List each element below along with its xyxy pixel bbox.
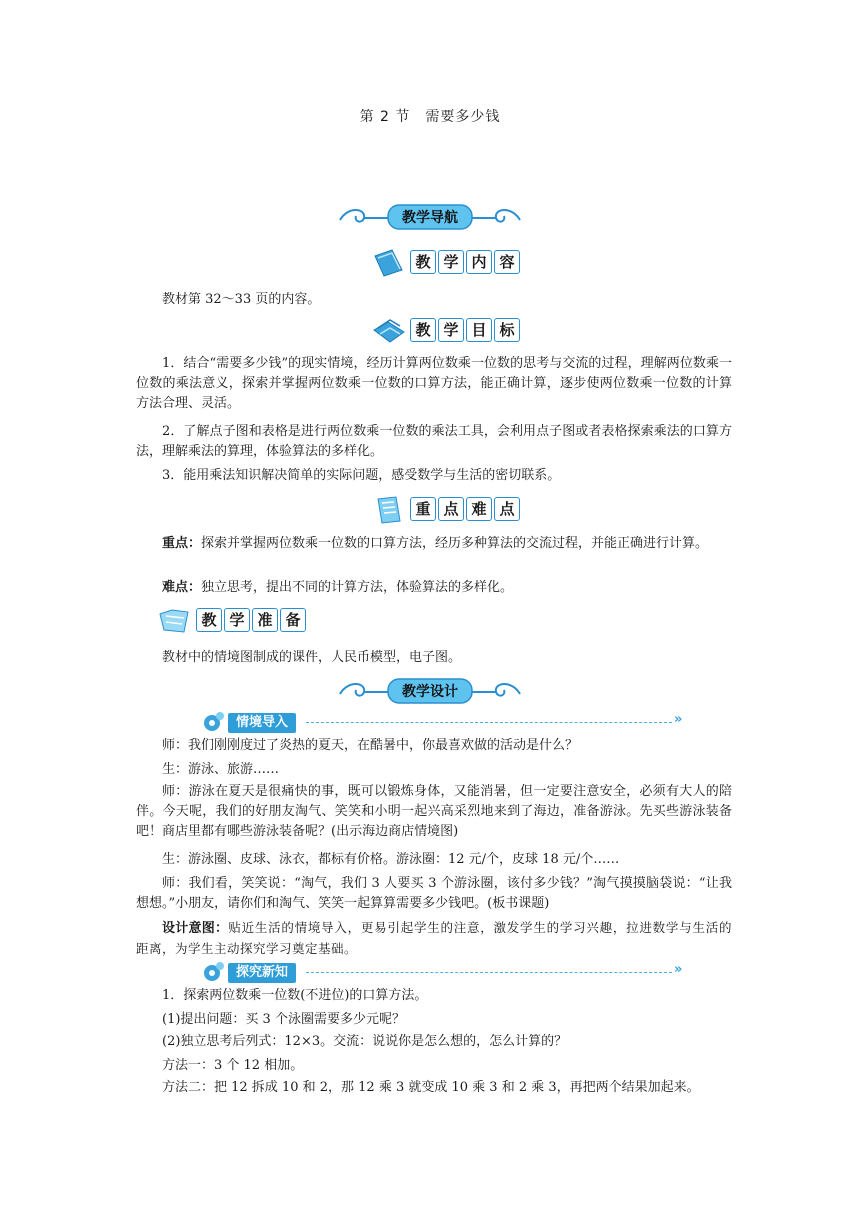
design-intent xyxy=(136,918,732,960)
heading-char: 准 xyxy=(252,608,278,632)
heading-char: 教 xyxy=(196,608,222,632)
key-focus xyxy=(136,534,732,554)
double-arrow-icon: » xyxy=(674,712,683,727)
goal-item: 2．了解点子图和表格是进行两位数乘一位数的乘法工具，会利用点子图或者表格探索乘法的口算方法，理解乘法的算理，体验算法的多样化。 xyxy=(136,424,732,459)
heading-char: 内 xyxy=(466,250,492,274)
heading-char: 学 xyxy=(224,608,250,632)
notebook-icon xyxy=(372,495,406,525)
focus-text: 探索并掌握两位数乘一位数的口算方法，经历多种算法的交流过程，并能正确进行计算。 xyxy=(201,536,709,551)
double-arrow-icon: » xyxy=(674,962,683,977)
heading-char: 备 xyxy=(280,608,306,632)
section-bar-explore xyxy=(200,962,700,984)
heading-char: 学 xyxy=(438,250,464,274)
section-bar-intro xyxy=(200,712,700,734)
explore-line: 方法二：把 12 拆成 10 和 2，那 12 乘 3 就变成 10 乘 3 和 2 乘 3，再把两个结果加起来。 xyxy=(162,1080,700,1095)
heading-char: 重 xyxy=(410,497,436,521)
heading-char: 学 xyxy=(438,318,464,342)
dashed-line xyxy=(306,972,672,973)
difficulty-text: 独立思考，提出不同的计算方法，体验算法的多样化。 xyxy=(201,580,514,595)
design-intent-label: 设计意图： xyxy=(162,921,229,936)
banner-label: 教学导航 xyxy=(402,210,458,226)
heading-char: 目 xyxy=(466,318,492,342)
heading-char: 点 xyxy=(494,497,520,521)
folder-icon xyxy=(158,606,192,636)
section-label: 探究新知 xyxy=(228,963,296,983)
heading-char: 教 xyxy=(410,250,436,274)
banner-teaching-design xyxy=(336,676,524,706)
content-text: 教材第 32～33 页的内容。 xyxy=(162,292,321,307)
explore-line: 方法一：3 个 12 相加。 xyxy=(162,1058,304,1073)
design-intent-text: 贴近生活的情境导入，更易引起学生的注意，激发学生的学习兴趣，拉进数学与生活的距离，为学生主动探究学习奠定基础。 xyxy=(136,920,732,956)
book-icon xyxy=(372,248,406,278)
explore-line: (1)提出问题：买 3 个泳圈需要多少元呢？ xyxy=(162,1012,405,1027)
focus-label: 重点： xyxy=(162,536,202,551)
dialogue-line: 生：游泳、旅游…… xyxy=(162,762,280,777)
difficulty-label: 难点： xyxy=(162,580,202,595)
banner-label: 教学设计 xyxy=(402,684,458,700)
prep-text: 教材中的情境图制成的课件，人民币模型，电子图。 xyxy=(162,650,462,665)
heading-char: 难 xyxy=(466,497,492,521)
section-title: 第 2 节 需要多少钱 xyxy=(359,109,501,125)
dialogue-line: 师：游泳在夏天是很痛快的事，既可以锻炼身体，又能消暑，但一定要注意安全，必须有大人的陪伴。今天呢，我们的好朋友淘气、笑笑和小明一起兴高采烈地来到了海边，准备游泳。先买些游泳装备吧！商店里都有哪些游泳装备呢？(出示海边商店情境图) xyxy=(136,784,732,839)
books-stack-icon xyxy=(372,316,406,346)
goal-item: 1．结合“需要多少钱”的现实情境，经历计算两位数乘一位数的思考与交流的过程，理解两位数乘一位数的乘法意义，探索并掌握两位数乘一位数的口算方法，能正确计算，逐步使两位数乘一位数的计算方法合理、灵活。 xyxy=(136,356,732,411)
gear-flower-icon xyxy=(200,710,226,734)
section-label: 情境导入 xyxy=(228,713,296,733)
heading-char: 容 xyxy=(494,250,520,274)
key-difficulty xyxy=(136,578,732,598)
heading-char: 点 xyxy=(438,497,464,521)
banner-teaching-guide xyxy=(336,202,524,232)
dialogue-line: 师：我们看，笑笑说：“淘气，我们 3 人要买 3 个游泳圈，该付多少钱？”淘气摸摸脑袋说：“让我想想。”小朋友，请你们和淘气、笑笑一起算算需要多少钱吧。(板书课题) xyxy=(136,876,732,911)
gear-flower-icon xyxy=(200,960,226,984)
dialogue-line: 生：游泳圈、皮球、泳衣，都标有价格。游泳圈：12 元/个，皮球 18 元/个…… xyxy=(162,852,620,867)
dashed-line xyxy=(306,722,672,723)
heading-char: 标 xyxy=(494,318,520,342)
heading-char: 教 xyxy=(410,318,436,342)
explore-line: 1．探索两位数乘一位数(不进位)的口算方法。 xyxy=(162,988,428,1003)
dialogue-line: 师：我们刚刚度过了炎热的夏天，在酷暑中，你最喜欢做的活动是什么？ xyxy=(162,738,579,753)
explore-line: (2)独立思考后列式：12×3。交流：说说你是怎么想的，怎么计算的？ xyxy=(162,1034,568,1049)
goal-item: 3．能用乘法知识解决简单的实际问题，感受数学与生活的密切联系。 xyxy=(162,468,561,483)
